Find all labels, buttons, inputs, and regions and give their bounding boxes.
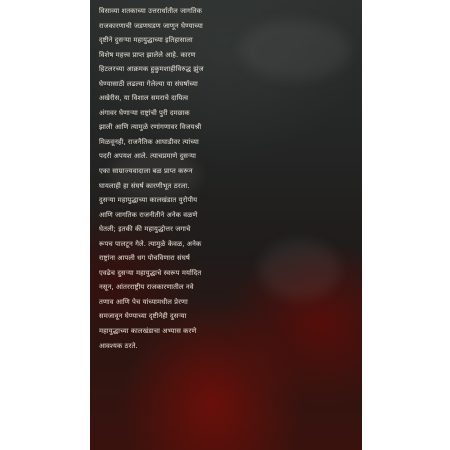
blurb-line: घेण्यासाठी लढल्या गेलेल्या या संघर्षाच्या [99, 79, 198, 88]
blurb-line: तणाव आणि पेच यांच्यामधील प्रेरणा [99, 297, 188, 306]
book-back-cover [90, 0, 362, 450]
blurb-line: पदरी अपयश आले. त्याचप्रमाणे दुसऱ्या [99, 152, 196, 161]
blurb-line: आवश्यक ठरते. [99, 341, 138, 350]
blurb-line: एवढेच दुसऱ्या महायुद्धाचे स्वरूप मर्यादित [99, 268, 202, 277]
blurb-text [99, 4, 357, 353]
blurb-line: दुसऱ्या महायुद्धाच्या कालखंडात युरोपीय [99, 196, 198, 205]
blurb-line: झाली आणि त्यामुळे रणांगणावर विजयश्री [99, 123, 202, 132]
blurb-line: हिटलरच्या आक्रमक हुकुमशाहीविरुद्ध झुंज [99, 65, 204, 74]
blurb-line: रूपच पालटून गेले. त्यामुळे केवळ, अनेक [99, 239, 202, 248]
blurb-line: एका साम्राज्यवादाला बळ प्राप्त करून [99, 167, 193, 176]
blurb-line: समजावून घेण्याच्या दृष्टीनेही दुसऱ्या [99, 312, 187, 321]
blurb-line: दृष्टीने दुसऱ्या महायुद्धाच्या इतिहासाला [99, 36, 193, 45]
blurb-line: राष्ट्रांना आपली धग पोचविणारा संघर्ष [99, 254, 190, 263]
blurb-line: महायुद्धाच्या कालखंडाचा अभ्यास करणे [99, 327, 197, 336]
blurb-line: आणि जागतिक राजनीतीने अनेक वळणे [99, 210, 198, 219]
blurb-line: अंगावर घेणाऱ्या राष्ट्रांची पुरी दमछाक [99, 108, 190, 117]
blurb-line: मिळवूनही, राजनैतिक आघाडीवर त्यांच्या [99, 137, 199, 146]
blurb-line: नसून, आंतरराष्ट्रीय राजकारणातील नवे [99, 283, 194, 292]
blurb-line: विसाव्या शतकाच्या उत्तरार्धातील जागतिक [99, 7, 203, 15]
blurb-line: अखेरीस, या विशाल समराचे दायित्व [99, 94, 189, 103]
blurb-line: विशेष महत्त्व प्राप्त झालेले आहे. कारण [99, 50, 196, 59]
blurb-line: घेतली; इतकी की महायुद्धोत्तर जगाचे [99, 225, 191, 234]
blurb-line: घायलाही हा संघर्ष कारणीभूत ठरला. [99, 181, 190, 190]
blurb-line: राजकारणाची जडणघडण जाणून घेण्याच्या [99, 21, 203, 30]
